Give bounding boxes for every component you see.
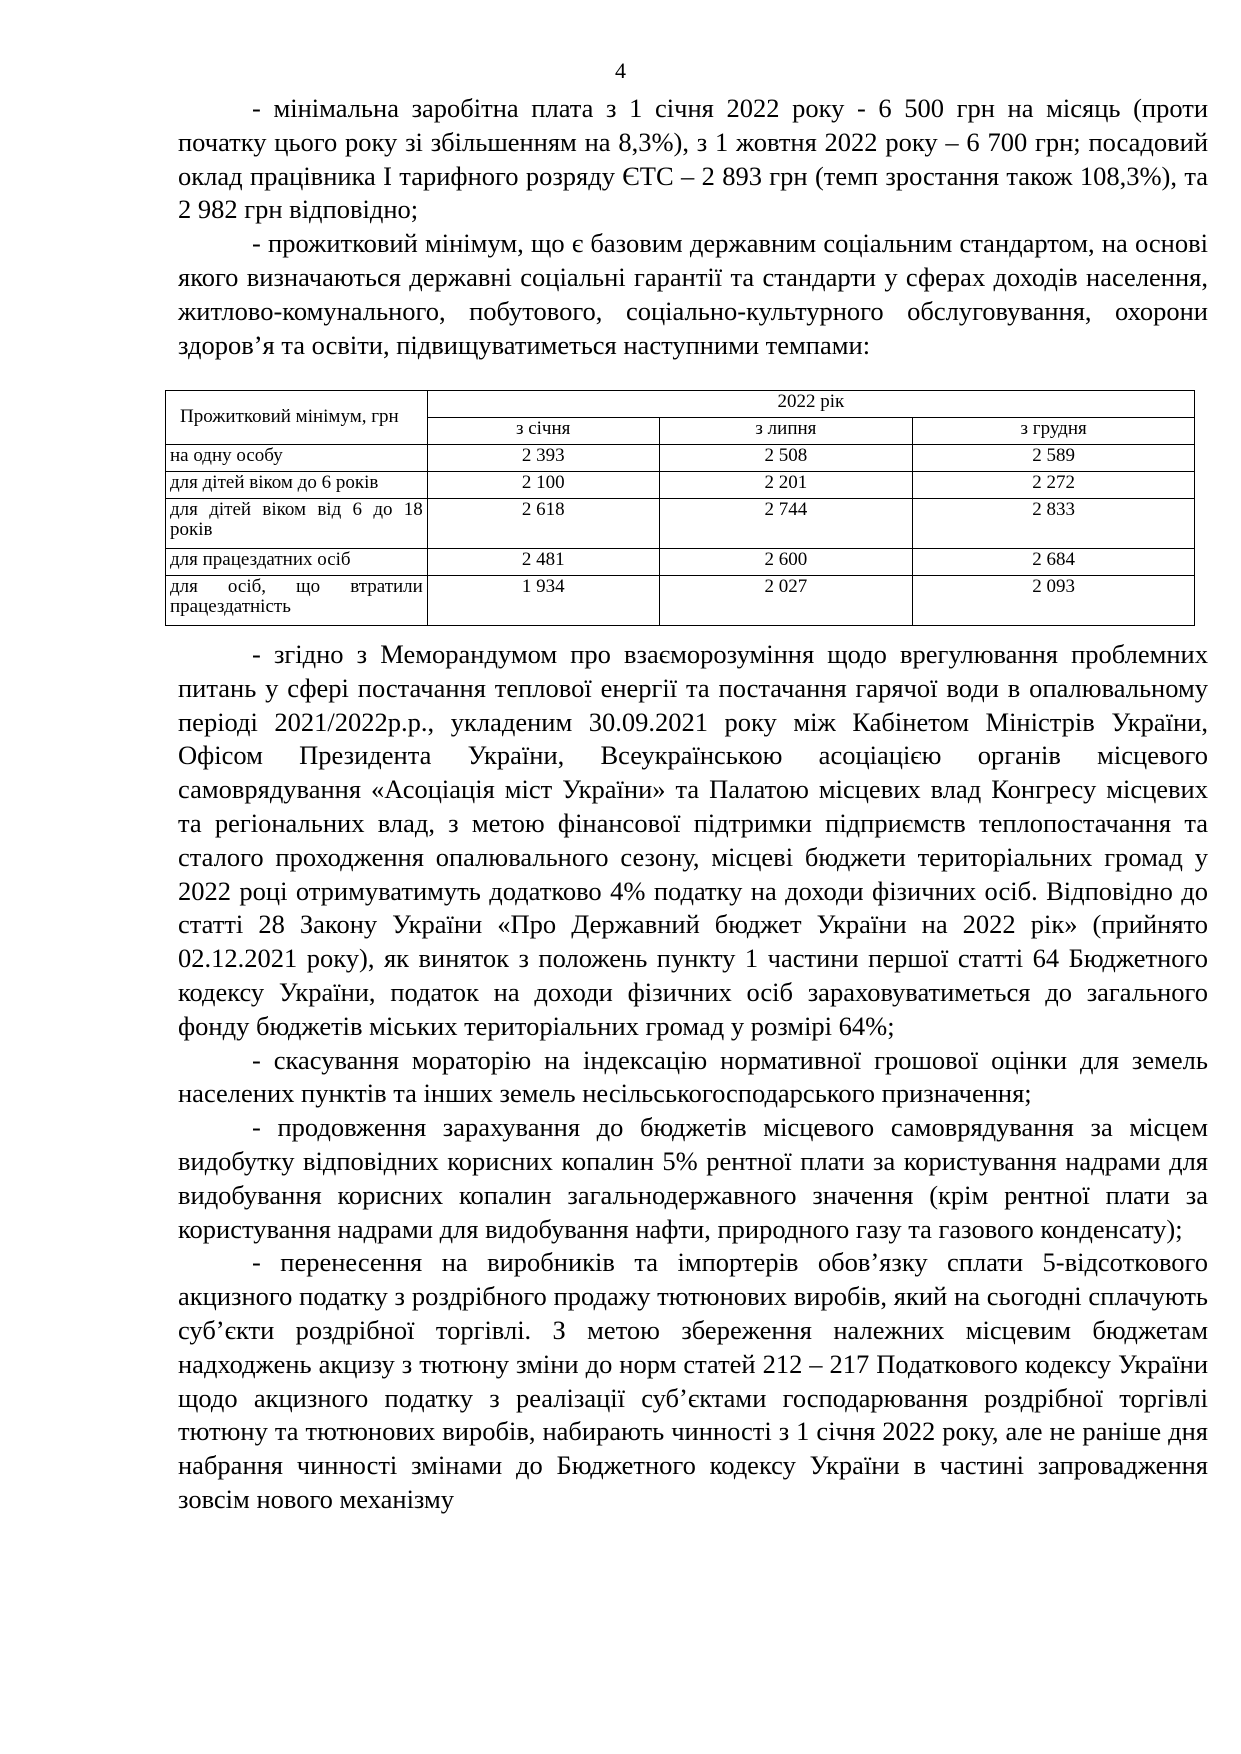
column-header-december: з грудня	[913, 417, 1195, 444]
paragraph-subsistence-minimum: - прожитковий мінімум, що є базовим державним соціальним стандартом, на основі якого визначаються державні соціальні гарантії та стандарти у сферах доходів населення, житлово-комунального, побутового, соціально-культурного обслуговування, охорони здоров’я та освіти, підвищуватиметься наступними темпами:	[178, 228, 1208, 360]
cell-value: 2 027	[659, 575, 913, 625]
cell-value: 2 589	[913, 444, 1195, 471]
year-header-cell: 2022 рік	[427, 391, 1194, 418]
paragraph-memorandum: - згідно з Меморандумом про взаєморозуміння щодо врегулювання проблемних питань у сфері постачання теплової енергії та постачання гарячої води в опалювальному періоді 2021/2022р.р., укладеним 30.09.2021 року між Кабінетом Міністрів України, Офісом Президента України, Всеукраїнською асоціацією органів місцевого самоврядування «Асоціація міст України» та Палатою місцевих влад Конгресу місцевих та регіональних влад, з метою фінансової підтримки підприємств теплопостачання та сталого проходження опалювального сезону, місцеві бюджети територіальних громад у 2022 році отримуватимуть додатково 4% податку на доходи фізичних осіб. Відповідно до статті 28 Закону України «Про Державний бюджет України на 2022 рік» (прийнято 02.12.2021 року), як виняток з положень пункту 1 частини першої статті 64 Бюджетного кодексу України, податок на доходи фізичних осіб зараховуватиметься до загального фонду бюджетів міських територіальних громад у розмірі 64%;	[178, 639, 1208, 1041]
cell-value: 2 272	[913, 471, 1195, 498]
cell-value: 2 100	[427, 471, 659, 498]
cell-value: 2 600	[659, 548, 913, 575]
cell-value: 2 618	[427, 498, 659, 548]
table-row	[166, 575, 1195, 625]
cell-value: 2 393	[427, 444, 659, 471]
page-number: 4	[615, 58, 626, 83]
row-label: для осіб, що втратили працездатність	[166, 575, 428, 625]
column-header-january: з січня	[427, 417, 659, 444]
table-header-row	[166, 391, 1195, 418]
row-header-cell: Прожитковий мінімум, грн	[166, 391, 428, 445]
table-row	[166, 444, 1195, 471]
cell-value: 2 744	[659, 498, 913, 548]
row-label: для працездатних осіб	[166, 548, 428, 575]
subsistence-minimum-table	[165, 390, 1195, 626]
paragraph-minimum-wage: - мінімальна заробітна плата з 1 січня 2022 року - 6 500 грн на місяць (проти початку цього року зі збільшенням на 8,3%), з 1 жовтня 2022 року – 6 700 грн; посадовий оклад працівника I тарифного розряду ЄТС – 2 893 грн (темп зростання також 108,3%), та 2 982 грн відповідно;	[178, 93, 1208, 225]
table-row	[166, 548, 1195, 575]
paragraph-moratorium: - скасування мораторію на індексацію нормативної грошової оцінки для земель населених пунктів та інших земель несільськогосподарського призначення;	[178, 1044, 1208, 1109]
text-block-top	[178, 92, 1208, 362]
cell-value: 2 684	[913, 548, 1195, 575]
cell-value: 2 481	[427, 548, 659, 575]
row-label: для дітей віком до 6 років	[166, 471, 428, 498]
column-header-july: з липня	[659, 417, 913, 444]
table-row	[166, 498, 1195, 548]
paragraph-excise-tax: - перенесення на виробників та імпортерів обов’язку сплати 5-відсоткового акцизного податку з роздрібного продажу тютюнових виробів, який на сьогодні сплачують суб’єкти роздрібної торгівлі. З метою збереження належних місцевим бюджетам надходжень акцизу з тютюну зміни до норм статей 212 – 217 Податкового кодексу України щодо акцизного податку з реалізації суб’єктами господарювання роздрібної торгівлі тютюну та тютюнових виробів, набирають чинності з 1 січня 2022 року, але не раніше дня набрання чинності змінами до Бюджетного кодексу України в частині запровадження зовсім нового механізму	[178, 1247, 1208, 1514]
cell-value: 2 201	[659, 471, 913, 498]
cell-value: 1 934	[427, 575, 659, 625]
row-label: для дітей віком від 6 до 18 років	[166, 498, 428, 548]
paragraph-rent-payment: - продовження зарахування до бюджетів місцевого самоврядування за місцем видобутку відповідних корисних копалин 5% рентної плати за користування надрами для видобування корисних копалин загальнодержавного значення (крім рентної плати за користування надрами для видобування нафти, природного газу та газового конденсату);	[178, 1112, 1208, 1244]
cell-value: 2 833	[913, 498, 1195, 548]
text-block-bottom	[178, 638, 1208, 1517]
row-label: на одну особу	[166, 444, 428, 471]
cell-value: 2 093	[913, 575, 1195, 625]
table-row	[166, 471, 1195, 498]
cell-value: 2 508	[659, 444, 913, 471]
